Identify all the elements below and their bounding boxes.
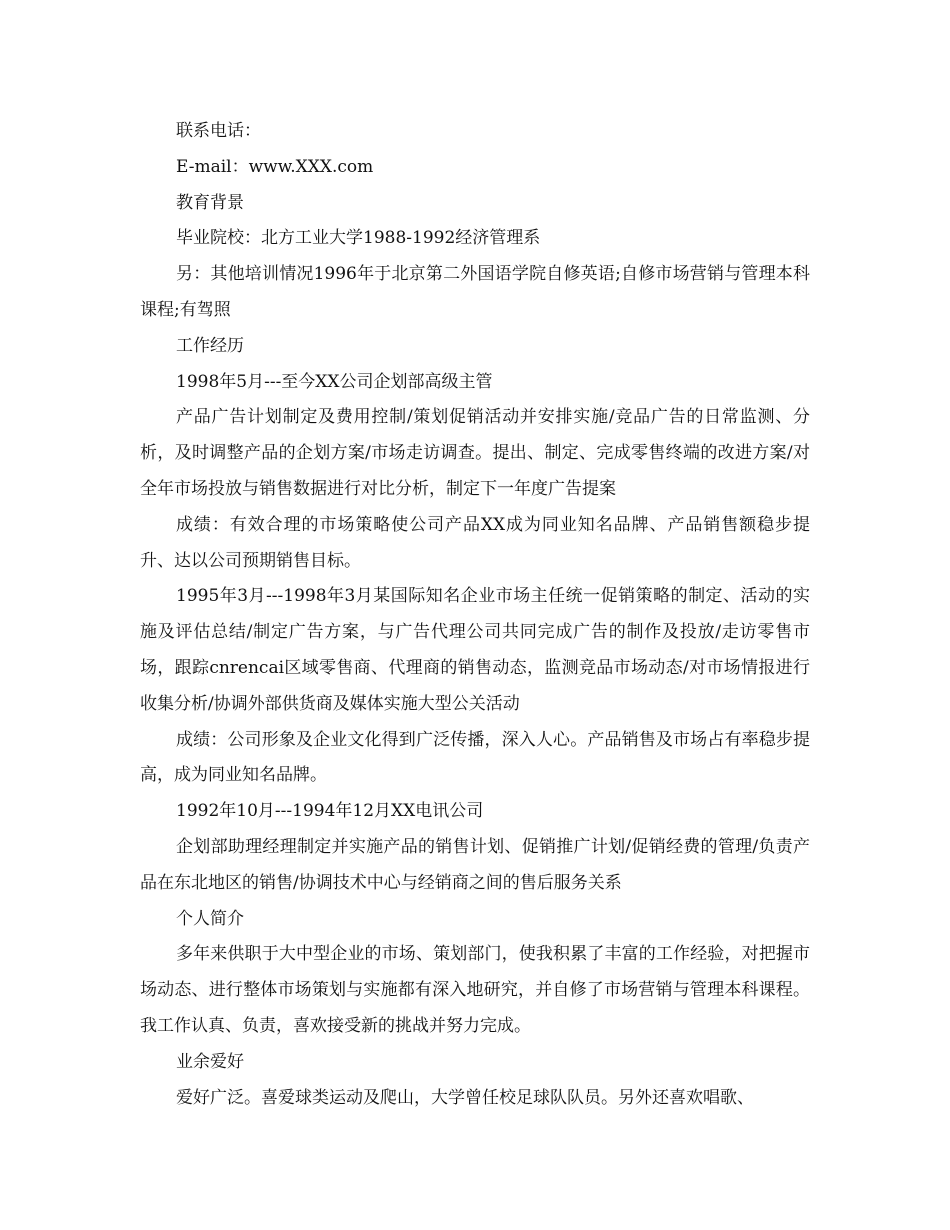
job-2-description: 1995年3月---1998年3月某国际知名企业市场主任统一促销策略的制定、活动的实施及评估总结/制定广告方案，与广告代理公司共同完成广告的制作及投放/走访零售市场，跟踪cnrencai区域零售商、代理商的销售动态，监测竞品市场动态/对市场情报进行收集分析/协调外部供货商及媒体实施大型公关活动 <box>140 586 810 714</box>
job-1-title: 1998年5月---至今XX公司企划部高级主管 <box>176 371 493 392</box>
contact-phone-line: 联系电话： <box>176 121 261 141</box>
personal-summary-paragraph: 多年来供职于大中型企业的市场、策划部门，使我积累了丰富的工作经验，对把握市场动态、进行整体市场策划与实施都有深入地研究，并自修了市场营销与管理本科课程。我工作认真、负责，喜欢接受新的挑战并努力完成。 <box>140 944 810 1036</box>
hobbies-heading: 业余爱好 <box>176 1051 244 1072</box>
hobbies-paragraph: 爱好广泛。喜爱球类运动及爬山，大学曾任校足球队队员。另外还喜欢唱歌、 <box>176 1087 754 1108</box>
personal-summary-heading: 个人简介 <box>176 908 244 929</box>
job-1-achievements: 成绩：有效合理的市场策略使公司产品XX成为同业知名品牌、产品销售额稳步提升、达以公司预期销售目标。 <box>140 514 810 571</box>
job-1-duties: 产品广告计划制定及费用控制/策划促销活动并安排实施/竞品广告的日常监测、分析，及时调整产品的企划方案/市场走访调查。提出、制定、完成零售终端的改进方案/对全年市场投放与销售数据进行对比分析，制定下一年度广告提案 <box>140 407 810 499</box>
job-2-achievements: 成绩：公司形象及企业文化得到广泛传播，深入人心。产品销售及市场占有率稳步提高，成为同业知名品牌。 <box>140 729 810 786</box>
job-3-title: 1992年10月---1994年12月XX电讯公司 <box>176 801 484 822</box>
school-line: 毕业院校：北方工业大学1988-1992经济管理系 <box>176 228 541 249</box>
work-experience-heading: 工作经历 <box>176 335 244 356</box>
training-paragraph: 另：其他培训情况1996年于北京第二外国语学院自修英语;自修市场营销与管理本科课程;有驾照 <box>140 264 810 320</box>
education-heading: 教育背景 <box>176 192 244 213</box>
email-line: E-mail：www.XXX.com <box>176 156 374 177</box>
document-body <box>140 114 810 1116</box>
job-3-duties: 企划部助理经理制定并实施产品的销售计划、促销推广计划/促销经费的管理/负责产品在东北地区的销售/协调技术中心与经销商之间的售后服务关系 <box>140 836 810 893</box>
